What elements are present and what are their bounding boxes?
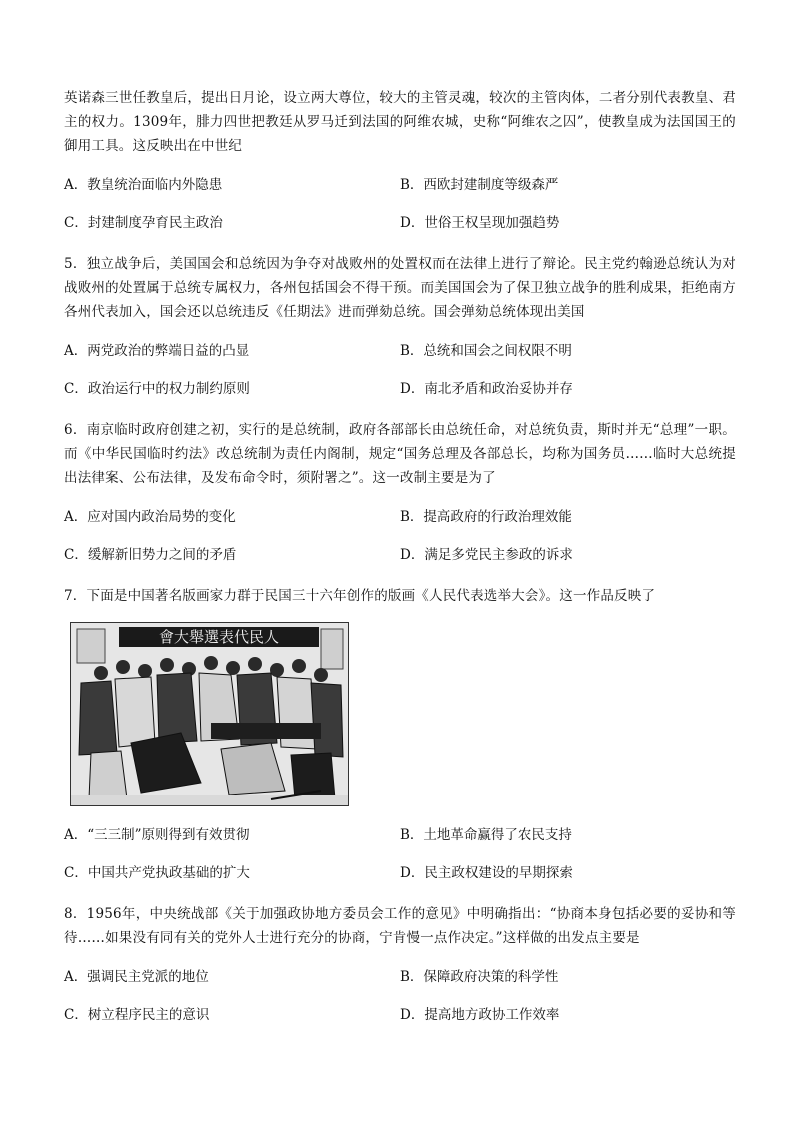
question-7-options xyxy=(64,816,736,892)
option-c[interactable]: C．中国共产党执政基础的扩大 xyxy=(64,865,250,881)
option-c[interactable]: C．政治运行中的权力制约原则 xyxy=(64,381,250,397)
question-8-stem: 8．1956年，中央统战部《关于加强政协地方委员会工作的意见》中明确指出：“协商本身包括必要的妥协和等待……如果没有同有关的党外人士进行充分的协商，宁肯慢一点作决定。”这样做的出发点主要是 xyxy=(64,906,736,946)
option-b[interactable]: B．总统和国会之间权限不明 xyxy=(400,343,572,359)
question-5-stem: 5．独立战争后，美国国会和总统因为争夺对战败州的处置权而在法律上进行了辩论。民主党约翰逊总统认为对战败州的处置属于总统专属权力，各州包括国会不得干预。而美国国会为了保卫独立战争的胜利成果，拒绝南方各州代表加入，国会还以总统违反《任期法》进而弹劾总统。国会弹劾总统体现出美国 xyxy=(64,256,736,320)
option-d[interactable]: D．南北矛盾和政治妥协并存 xyxy=(400,381,573,397)
option-d[interactable]: D．提高地方政协工作效率 xyxy=(400,1007,560,1023)
question-8 xyxy=(64,902,736,1034)
question-8-options xyxy=(64,958,736,1034)
option-a[interactable]: A．强调民主党派的地位 xyxy=(64,969,209,985)
option-a[interactable]: A．两党政治的弊端日益的凸显 xyxy=(64,343,250,359)
option-a[interactable]: A．教皇统治面临内外隐患 xyxy=(64,177,223,193)
question-6 xyxy=(64,418,736,574)
option-b[interactable]: B．提高政府的行政治理效能 xyxy=(400,509,572,525)
option-c[interactable]: C．树立程序民主的意识 xyxy=(64,1007,210,1023)
question-4 xyxy=(64,86,736,242)
woodcut-print-image xyxy=(70,622,349,806)
option-d[interactable]: D．满足多党民主参政的诉求 xyxy=(400,547,573,563)
question-4-stem: 英诺森三世任教皇后，提出日月论，设立两大尊位，较大的主管灵魂，较次的主管肉体，二者分别代表教皇、君主的权力。1309年，腓力四世把教廷从罗马迁到法国的阿维农城，史称“阿维农之囚”，使教皇成为法国国王的御用工具。这反映出在中世纪 xyxy=(64,90,736,154)
question-4-options xyxy=(64,166,736,242)
option-b[interactable]: B．保障政府决策的科学性 xyxy=(400,969,559,985)
option-a[interactable]: A．“三三制”原则得到有效贯彻 xyxy=(64,827,250,843)
question-7 xyxy=(64,584,736,892)
banner-text: 會大舉選表代民人 xyxy=(158,628,280,646)
question-7-stem: 7．下面是中国著名版画家力群于民国三十六年创作的版画《人民代表选举大会》。这一作品反映了 xyxy=(64,588,656,604)
option-c[interactable]: C．缓解新旧势力之间的矛盾 xyxy=(64,547,237,563)
question-6-stem: 6．南京临时政府创建之初，实行的是总统制，政府各部部长由总统任命，对总统负责，斯时并无“总理”一职。而《中华民国临时约法》改总统制为责任内阁制，规定“国务总理及各部总长，均称为国务员……临时大总统提出法律案、公布法律，及发布命令时，须附署之”。这一改制主要是为了 xyxy=(64,422,736,486)
question-6-options xyxy=(64,498,736,574)
question-5-options xyxy=(64,332,736,408)
option-b[interactable]: B．土地革命赢得了农民支持 xyxy=(400,827,572,843)
exam-page xyxy=(64,86,736,1034)
option-b[interactable]: B．西欧封建制度等级森严 xyxy=(400,177,559,193)
option-d[interactable]: D．民主政权建设的早期探索 xyxy=(400,865,573,881)
option-d[interactable]: D．世俗王权呈现加强趋势 xyxy=(400,215,560,231)
question-5 xyxy=(64,252,736,408)
option-c[interactable]: C．封建制度孕育民主政治 xyxy=(64,215,223,231)
option-a[interactable]: A．应对国内政治局势的变化 xyxy=(64,509,236,525)
